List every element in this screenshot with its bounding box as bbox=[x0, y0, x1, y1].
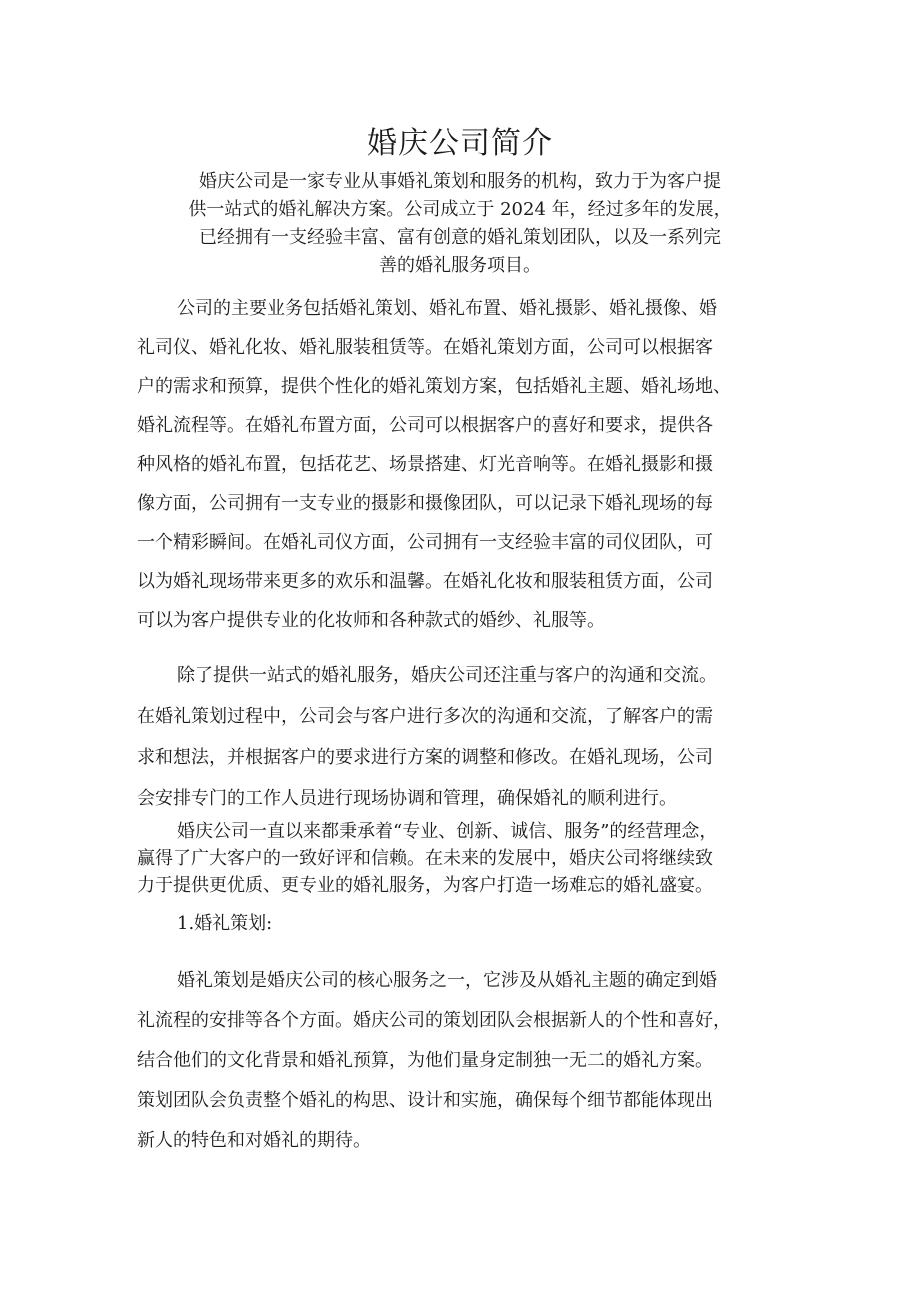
section-heading-text: 1.婚礼策划: bbox=[177, 913, 273, 934]
philosophy-paragraph bbox=[137, 818, 787, 899]
section-heading bbox=[137, 909, 787, 939]
intro-line: 已经拥有一支经验丰富、富有创意的婚礼策划团队，以及一系列完 bbox=[199, 227, 721, 248]
text-line: 除了提供一站式的婚礼服务，婚庆公司还注重与客户的沟通和交流。 bbox=[177, 665, 717, 686]
text-line: 一个精彩瞬间。在婚礼司仪方面，公司拥有一支经验丰富的司仪团队，可 bbox=[137, 532, 713, 553]
text-line: 公司的主要业务包括婚礼策划、婚礼布置、婚礼摄影、婚礼摄像、婚 bbox=[177, 298, 717, 319]
intro-line: 善的婚礼服务项目。 bbox=[379, 255, 541, 276]
text-line: 婚礼策划是婚庆公司的核心服务之一，它涉及从婚礼主题的确定到婚 bbox=[177, 970, 717, 991]
text-line: 会安排专门的工作人员进行现场协调和管理，确保婚礼的顺利进行。 bbox=[137, 788, 677, 809]
text-line: 种风格的婚礼布置，包括花艺、场景搭建、灯光音响等。在婚礼摄影和摄 bbox=[137, 454, 713, 475]
communication-paragraph bbox=[137, 655, 787, 819]
business-paragraph bbox=[137, 289, 787, 640]
intro-paragraph bbox=[150, 168, 770, 280]
text-line: 新人的特色和对婚礼的期待。 bbox=[137, 1130, 371, 1151]
text-line: 婚礼流程等。在婚礼布置方面，公司可以根据客户的喜好和要求，提供各 bbox=[137, 415, 713, 436]
intro-line: 婚庆公司是一家专业从事婚礼策划和服务的机构，致力于为客户提 bbox=[199, 171, 721, 192]
text-line: 户的需求和预算，提供个性化的婚礼策划方案，包括婚礼主题、婚礼场地、 bbox=[137, 376, 731, 397]
text-line: 礼流程的安排等各个方面。婚庆公司的策划团队会根据新人的个性和喜好， bbox=[137, 1010, 731, 1031]
text-line: 像方面，公司拥有一支专业的摄影和摄像团队，可以记录下婚礼现场的每 bbox=[137, 493, 713, 514]
text-line: 策划团队会负责整个婚礼的构思、设计和实施，确保每个细节都能体现出 bbox=[137, 1090, 713, 1111]
text-line: 在婚礼策划过程中，公司会与客户进行多次的沟通和交流，了解客户的需 bbox=[137, 706, 713, 727]
text-line: 以为婚礼现场带来更多的欢乐和温馨。在婚礼化妆和服装租赁方面，公司 bbox=[137, 571, 713, 592]
planning-paragraph bbox=[137, 961, 787, 1161]
text-line: 赢得了广大客户的一致好评和信赖。在未来的发展中，婚庆公司将继续致 bbox=[137, 848, 713, 869]
page-title: 婚庆公司简介 bbox=[367, 126, 553, 161]
text-line: 结合他们的文化背景和婚礼预算，为他们量身定制独一无二的婚礼方案。 bbox=[137, 1050, 713, 1071]
text-line: 求和想法，并根据客户的要求进行方案的调整和修改。在婚礼现场，公司 bbox=[137, 747, 713, 768]
text-line: 可以为客户提供专业的化妆师和各种款式的婚纱、礼服等。 bbox=[137, 610, 605, 631]
text-line: 礼司仪、婚礼化妆、婚礼服装租赁等。在婚礼策划方面，公司可以根据客 bbox=[137, 337, 713, 358]
text-line: 力于提供更优质、更专业的婚礼服务，为客户打造一场难忘的婚礼盛宴。 bbox=[137, 875, 713, 896]
text-line: 婚庆公司一直以来都秉承着“专业、创新、诚信、服务”的经营理念， bbox=[177, 821, 718, 842]
intro-line: 供一站式的婚礼解决方案。公司成立于 2024 年，经过多年的发展， bbox=[188, 199, 732, 220]
